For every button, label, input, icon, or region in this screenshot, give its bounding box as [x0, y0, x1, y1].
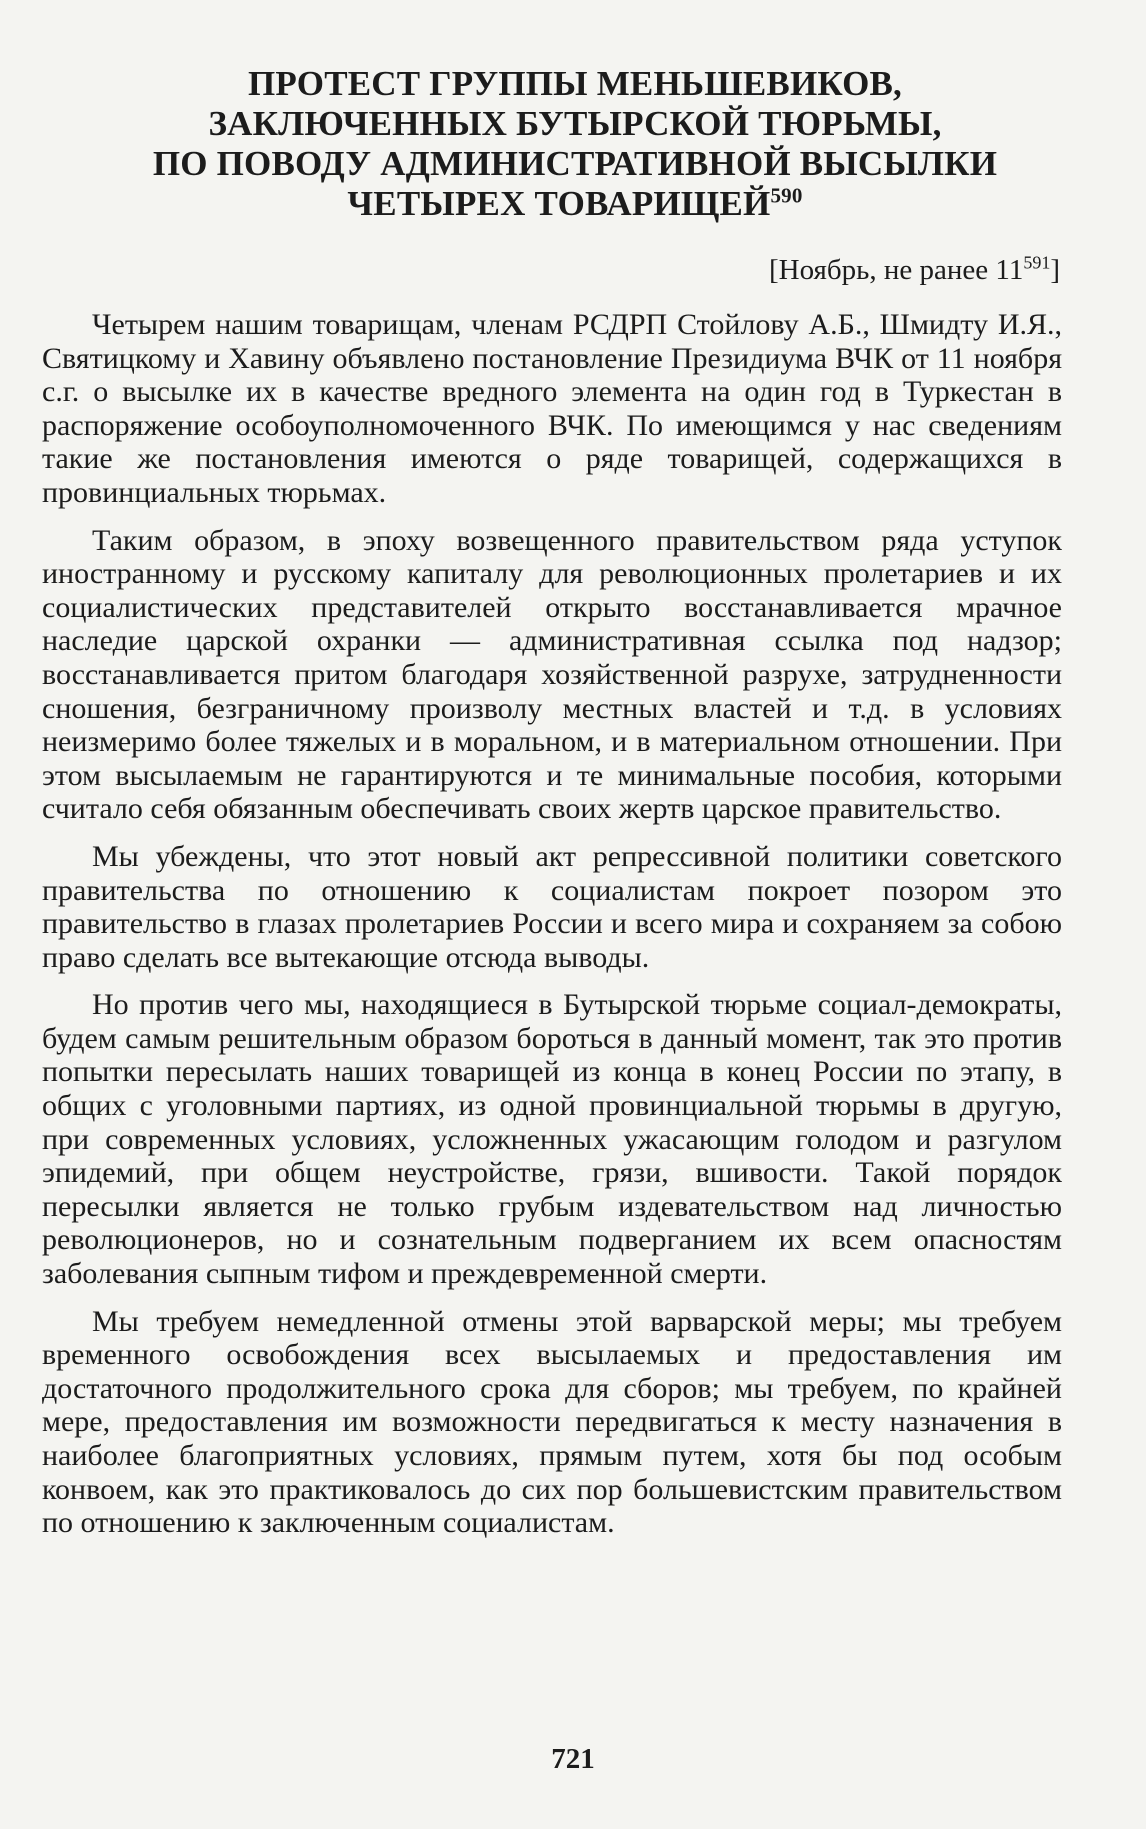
paragraph: Четырем нашим товарищам, членам РСДРП Стойлову А.Б., Шмидту И.Я., Святицкому и Хавину объявлено постановление Президиума ВЧК от 11 ноября с.г. о высылке их в качестве вредного элемента на один год в Туркестан в распоряжение особоуполномоченного ВЧК. По имеющимся у нас сведениям такие же постановления имеются о ряде товарищей, содержащихся в провинциальных тюрьмах.	[42, 308, 1062, 509]
title-line-text: ЧЕТЫРЕХ ТОВАРИЩЕЙ	[347, 184, 771, 223]
document-date	[769, 252, 1060, 288]
paragraph: Мы убеждены, что этот новый акт репрессивной политики советского правительства по отношению к социалистам покроет позором это правительство в глазах пролетариев России и всего мира и сохраняем за собою право сделать все вытекающие отсюда выводы.	[42, 839, 1062, 974]
title-line: ПРОТЕСТ ГРУППЫ МЕНЬШЕВИКОВ,	[247, 64, 903, 103]
paragraph: Таким образом, в эпоху возвещенного правительством ряда уступок иностранному и русскому капиталу для революционных пролетариев и их социалистических представителей открыто восстанавливается мрачное наследие царской охранки — административная ссылка под надзор; восстанавливается притом благодаря хозяйственной разрухе, затрудненности сношения, безграничному произволу местных властей и т.д. в условиях неизмеримо более тяжелых и в моральном, и в материальном отношении. При этом высылаемым не гарантируются и те минимальные пособия, которыми считало себя обязанным обеспечивать своих жертв царское правительство.	[42, 523, 1062, 826]
paragraph: Мы требуем немедленной отмены этой варварской меры; мы требуем временного освобождения всех высылаемых и предоставления им достаточного продолжительного срока для сборов; мы требуем, по крайней мере, предоставления им возможности передвигаться к месту назначения в наиболее благоприятных условиях, прямым путем, хотя бы под особым конвоем, как это практиковалось до сих пор большевистским правительством по отношению к заключенным социалистам.	[42, 1304, 1062, 1540]
date-footnote-marker: 591	[1023, 252, 1051, 273]
title-line: ЗАКЛЮЧЕННЫХ БУТЫРСКОЙ ТЮРЬМЫ,	[208, 104, 942, 143]
paragraph: Но против чего мы, находящиеся в Бутырской тюрьме социал-демократы, будем самым решительным образом бороться в данный момент, так это против попытки пересылать наших товарищей из конца в конец России по этапу, в общих с уголовными партиях, из одной провинциальной тюрьмы в другую, при современных условиях, усложненных ужасающим голодом и разгулом эпидемий, при общем неустройстве, грязи, вшивости. Такой порядок пересылки является не только грубым издевательством над личностью революционеров, но и сознательным подверганием их всем опасностям заболевания сыпным тифом и преждевременной смерти.	[42, 988, 1062, 1291]
title-footnote-marker: 590	[770, 183, 803, 208]
page-number: 721	[551, 1743, 595, 1775]
document-title	[150, 64, 1000, 224]
document-body	[42, 308, 1062, 1554]
title-line: ПО ПОВОДУ АДМИНИСТРАТИВНОЙ ВЫСЫЛКИ	[152, 144, 998, 183]
date-close-bracket: ]	[1050, 254, 1060, 286]
date-text: [Ноябрь, не ранее 11	[769, 254, 1024, 286]
title-line-last	[150, 184, 1000, 224]
